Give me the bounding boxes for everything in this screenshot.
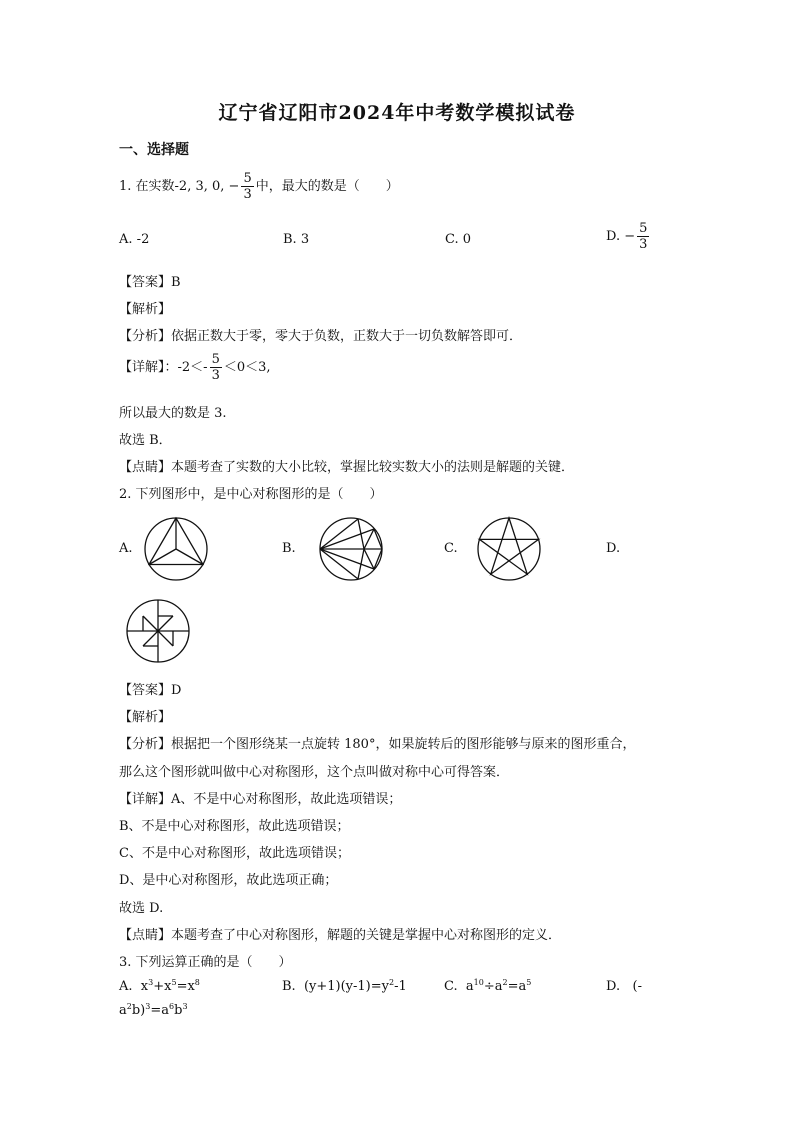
q1-detail: 【详解】：-2＜- $\frac{5}{3}$ ＜0＜3,: [119, 352, 271, 383]
figure-c: [476, 516, 542, 582]
q2-detail-4: D、是中心对称图形，故此选项正确；: [119, 873, 338, 888]
q1-option-b: B. 3: [283, 232, 310, 247]
q1-choice: 故选 B．: [119, 433, 172, 448]
q2-option-d-label: D.: [606, 541, 621, 556]
q2-comment: 【点睛】本题考查了中心对称图形，解题的关键是掌握中心对称图形的定义．: [119, 928, 562, 943]
figure-b: [318, 516, 384, 582]
q1-analysis: 【分析】依据正数大于零，零大于负数，正数大于一切负数解答即可．: [119, 329, 523, 344]
q1-option-c: C. 0: [445, 232, 472, 247]
q2-option-a-label: A.: [119, 541, 133, 556]
q3-option-d-cont: $a^2b)^3=a^6b^3$: [119, 1002, 188, 1018]
q1-conclusion: 所以最大的数是 3.: [119, 406, 227, 421]
q2-detail-2: B、不是中心对称图形，故此选项错误；: [119, 819, 350, 834]
q1-fraction: [241, 172, 253, 201]
q2-analysis-2: 那么这个图形就叫做中心对称图形，这个点叫做对称中心可得答案．: [119, 765, 510, 780]
q1-comment: 【点睛】本题考查了实数的大小比较，掌握比较实数大小的法则是解题的关键．: [119, 460, 575, 475]
q2-analysis-1: 【分析】根据把一个图形绕某一点旋转 180°，如果旋转后的图形能够与原来的图形重合，: [119, 737, 636, 752]
q3-option-a: A. $x^3+x^5=x^8$: [119, 978, 200, 994]
q1-stem-prefix: 1. 在实数-2, 3, 0,: [119, 179, 225, 194]
q2-detail-3: C、不是中心对称图形，故此选项错误；: [119, 846, 350, 861]
fraction-denominator: 3: [243, 187, 252, 202]
q3-option-b: B. $(y+1)(y-1)=y^2-1$: [282, 978, 407, 994]
q3-stem: 3. 下列运算正确的是（ ）: [119, 955, 292, 970]
fraction-numerator: 5: [243, 171, 252, 186]
q2-option-c-label: C.: [444, 541, 458, 556]
q1-answer: 【答案】B: [119, 275, 181, 290]
q2-detail-5: 故选 D.: [119, 901, 164, 916]
q1-neg-sign: −: [228, 179, 240, 194]
q1-stem: [119, 172, 399, 201]
page-title: 辽宁省辽阳市2024年中考数学模拟试卷: [218, 102, 576, 124]
q1-stem-suffix: 中，最大的数是（ ）: [255, 179, 399, 194]
q2-answer: 【答案】D: [119, 683, 182, 698]
q2-jiexi: 【解析】: [119, 710, 172, 725]
q2-detail-1: 【详解】A、不是中心对称图形，故此选项错误；: [119, 792, 402, 807]
q1-option-d: D. − $\frac{5}{3}$: [606, 221, 648, 252]
q1-jiexi: 【解析】: [119, 302, 172, 317]
q2-stem: 2. 下列图形中，是中心对称图形的是（ ）: [119, 487, 383, 502]
figure-d: [125, 598, 191, 664]
q3-option-d-start: D. (-: [606, 979, 642, 994]
section-heading: 一、选择题: [119, 142, 189, 158]
q3-option-c: C. $a^{10}\div a^2=a^5$: [444, 978, 532, 994]
q2-option-b-label: B.: [282, 541, 296, 556]
q1-option-a: A. -2: [119, 232, 150, 247]
figure-a: [143, 516, 209, 582]
